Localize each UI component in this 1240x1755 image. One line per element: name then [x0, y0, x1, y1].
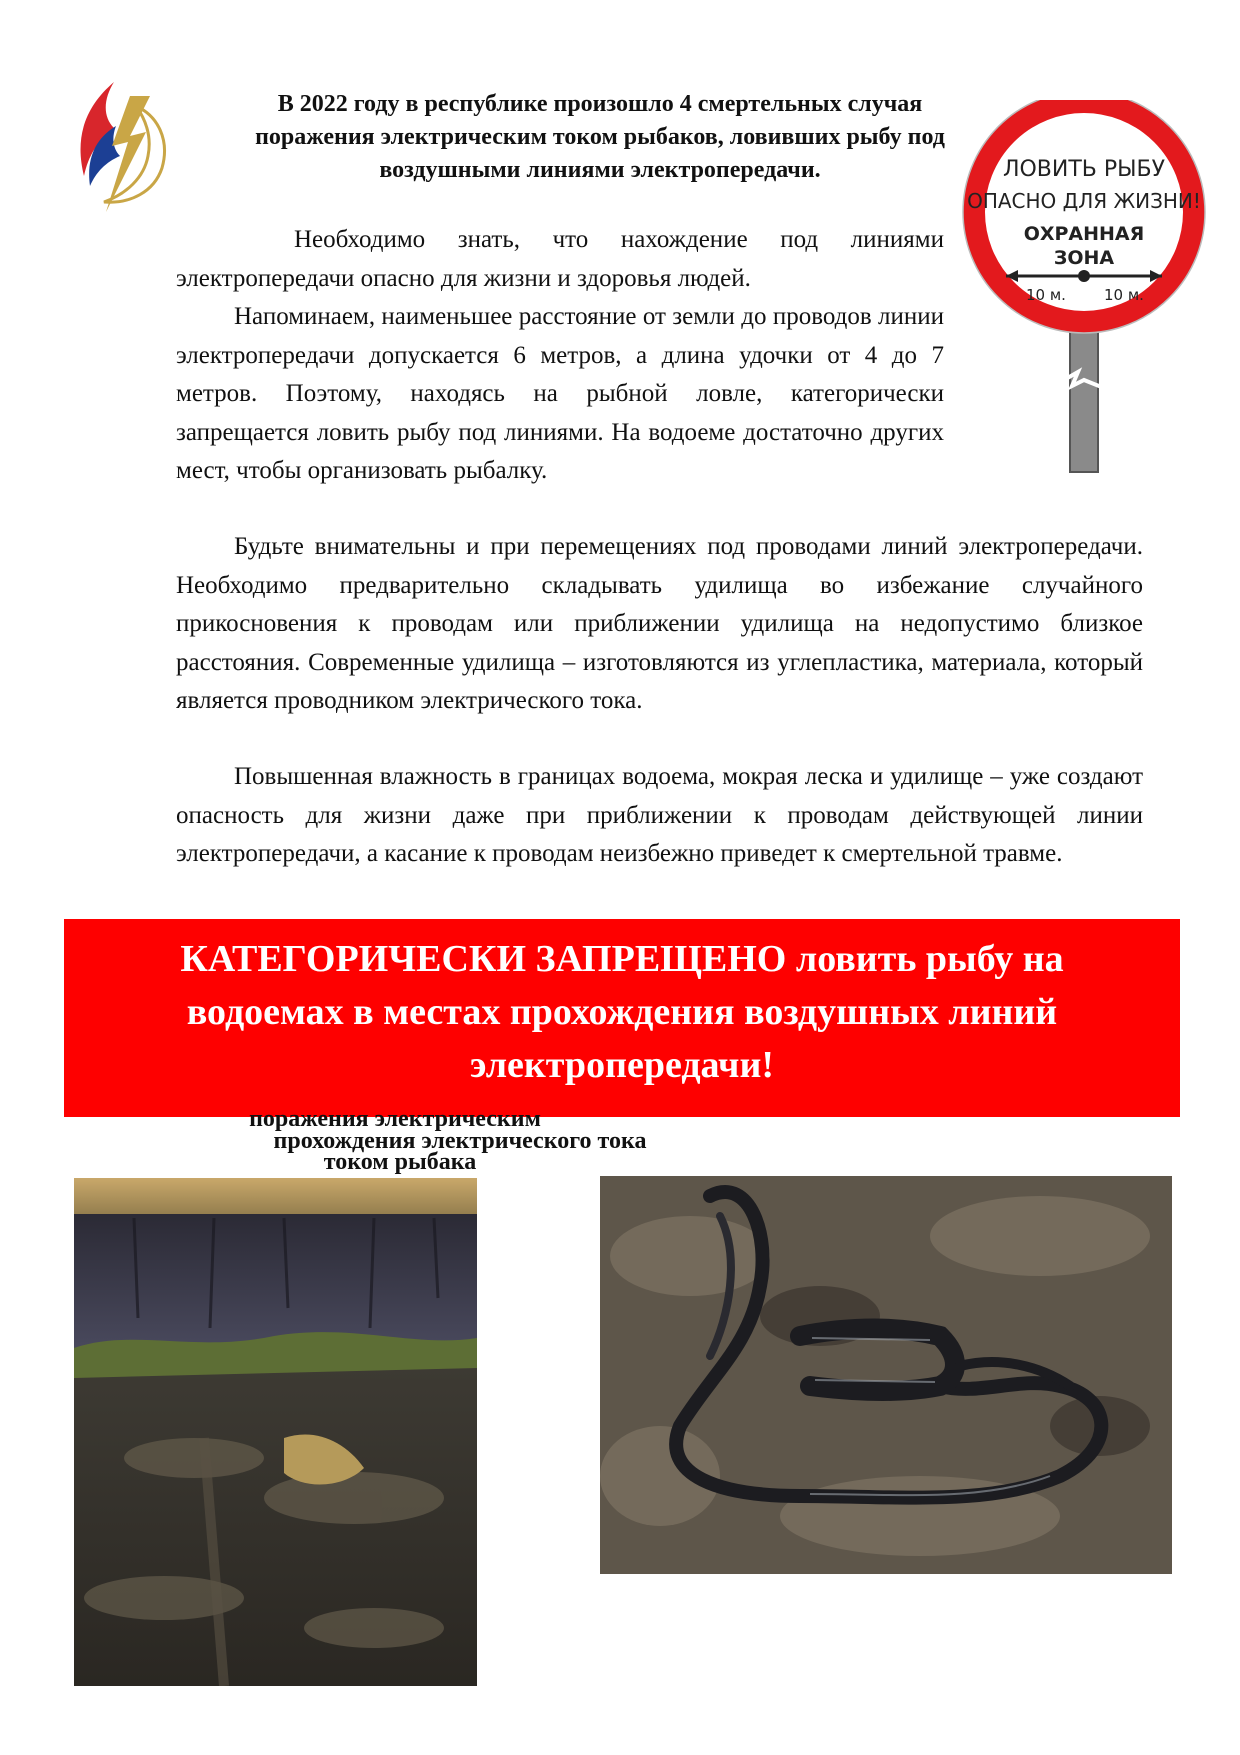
caption-fragment-1: поражения электрическим: [249, 1106, 541, 1132]
banner-text: ловить рыбу на водоемах в местах прохождения воздушных линий электропередачи!: [186, 938, 1064, 1086]
photo-burnt-cable: [600, 1176, 1172, 1574]
paragraph-danger: Необходимо знать, что нахождение под линиями электропередачи опасно для жизни и здоровья людей.: [176, 226, 944, 292]
paragraph-humidity: Повышенная влажность в границах водоема, мокрая леска и удилище – уже создают опасность для жизни даже при приближении к проводам действующей линии электропередачи, а касание к проводам неизбежно приведет к смертельной травме.: [176, 763, 1143, 867]
sign-line1: ЛОВИТЬ РЫБУ: [1002, 157, 1166, 182]
no-fishing-sign-icon: [960, 100, 1210, 480]
paragraph-distance: Напоминаем, наименьшее расстояние от земли до проводов линии электропередачи допускается 6 метров, а длина удочки от 4 до 7 метров. Поэтому, находясь на рыбной ловле, категорически запрещается ловить рыбу под линиями. На водоеме достаточно других мест, чтобы организовать рыбалку.: [176, 303, 944, 484]
company-logo: [66, 76, 178, 216]
caption-fragment-2: прохождения электрического тока: [273, 1128, 647, 1154]
warning-banner: [64, 919, 1180, 1117]
caption-fragment-3: током рыбака: [323, 1149, 477, 1175]
page-title: В 2022 году в республике произошло 4 смертельных случая поражения электрическим током рыбаков, ловивших рыбу под воздушными линиями электропередачи.: [255, 91, 945, 183]
warning-sign: [960, 100, 1210, 480]
paragraph-attention: Будьте внимательны и при перемещениях под проводами линий электропередачи. Необходимо предварительно складывать удилища во избежание случайного прикосновения к проводам или приближении удилища на недопустимо близкое расстояния. Современные удилища – изготовляются из углепластика, материала, который является проводником электрического тока.: [176, 533, 1143, 714]
sign-line2: ОПАСНО ДЛЯ ЖИЗНИ!: [967, 189, 1201, 213]
sign-left-distance: 10 м.: [1026, 286, 1066, 304]
sign-right-distance: 10 м.: [1104, 286, 1144, 304]
sign-line4: ЗОНА: [1053, 247, 1115, 269]
banner-highlight: КАТЕГОРИЧЕСКИ ЗАПРЕЩЕНО: [180, 938, 787, 980]
energy-logo-icon: [66, 76, 178, 216]
photo-riverbank: [74, 1178, 477, 1686]
sign-line3: ОХРАННАЯ: [1023, 223, 1145, 245]
